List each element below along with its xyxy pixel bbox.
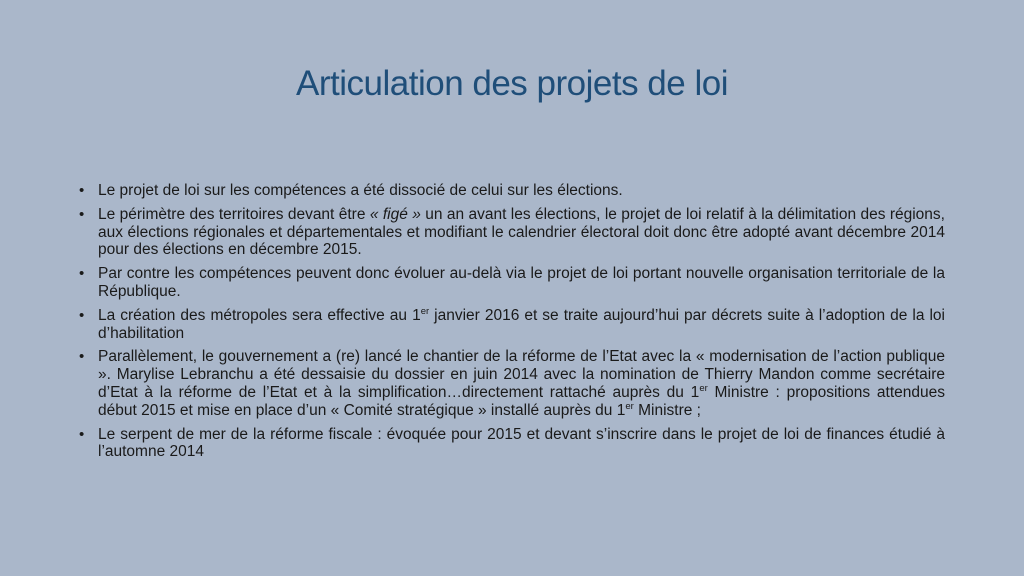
bullet-text: Ministre ;: [633, 401, 701, 419]
bullet-text: Parallèlement, le gouvernement a (re) lancé le chantier de la réforme de l’Etat avec la « modernisation de l’action publique ». Marylise Lebranchu a été dessaisie du dossier en juin 2014 avec la nomination de Thierry Mandon comme secrétaire d’Etat à la réforme de l’Etat et à la simplification…directement rattaché auprès du 1: [98, 348, 945, 401]
superscript: er: [699, 382, 708, 394]
bullet-icon: [79, 265, 91, 283]
bullet-item: [79, 348, 945, 419]
bullet-icon: [79, 307, 91, 325]
slide-title: Articulation des projets de loi: [296, 64, 728, 103]
bullet-text: janvier 2016 et se traite aujourd’hui par décrets suite à l’adoption de la loi d’habilitation: [98, 306, 945, 342]
bullet-icon: [79, 426, 91, 444]
superscript: er: [420, 305, 430, 317]
bullet-icon: [79, 348, 91, 366]
bullet-icon: [79, 206, 91, 224]
bullet-item: [79, 206, 945, 259]
bullet-text: Le serpent de mer de la réforme fiscale : évoquée pour 2015 et devant s’inscrire dans le projet de loi de finances étudié à l’automne 2014: [98, 425, 945, 461]
bullet-text: Ministre : propositions attendues début 2015 et mise en place d’un « Comité stratégique » installé auprès du 1: [98, 383, 946, 419]
bullet-item: [79, 182, 945, 200]
bullet-text: Le projet de loi sur les compétences a été dissocié de celui sur les élections.: [98, 182, 623, 199]
bullet-icon: [79, 182, 91, 200]
bullet-item: [79, 307, 945, 343]
bullet-list: [79, 182, 945, 467]
bullet-text: un an avant les élections, le projet de loi relatif à la délimitation des régions, aux élections régionales et départementales et modifiant le calendrier électoral doit donc être adopté avant décembre 2014 pour des élections en décembre 2015.: [98, 205, 945, 259]
bullet-text: Le périmètre des territoires devant être: [98, 205, 370, 223]
bullet-emphasis: « figé »: [369, 205, 421, 223]
bullet-text: Par contre les compétences peuvent donc évoluer au-delà via le projet de loi portant nouvelle organisation territoriale de la République.: [98, 265, 945, 300]
bullet-text: La création des métropoles sera effective au 1: [98, 306, 421, 324]
bullet-item: [79, 265, 945, 301]
superscript: er: [625, 400, 634, 412]
bullet-item: [79, 426, 945, 462]
